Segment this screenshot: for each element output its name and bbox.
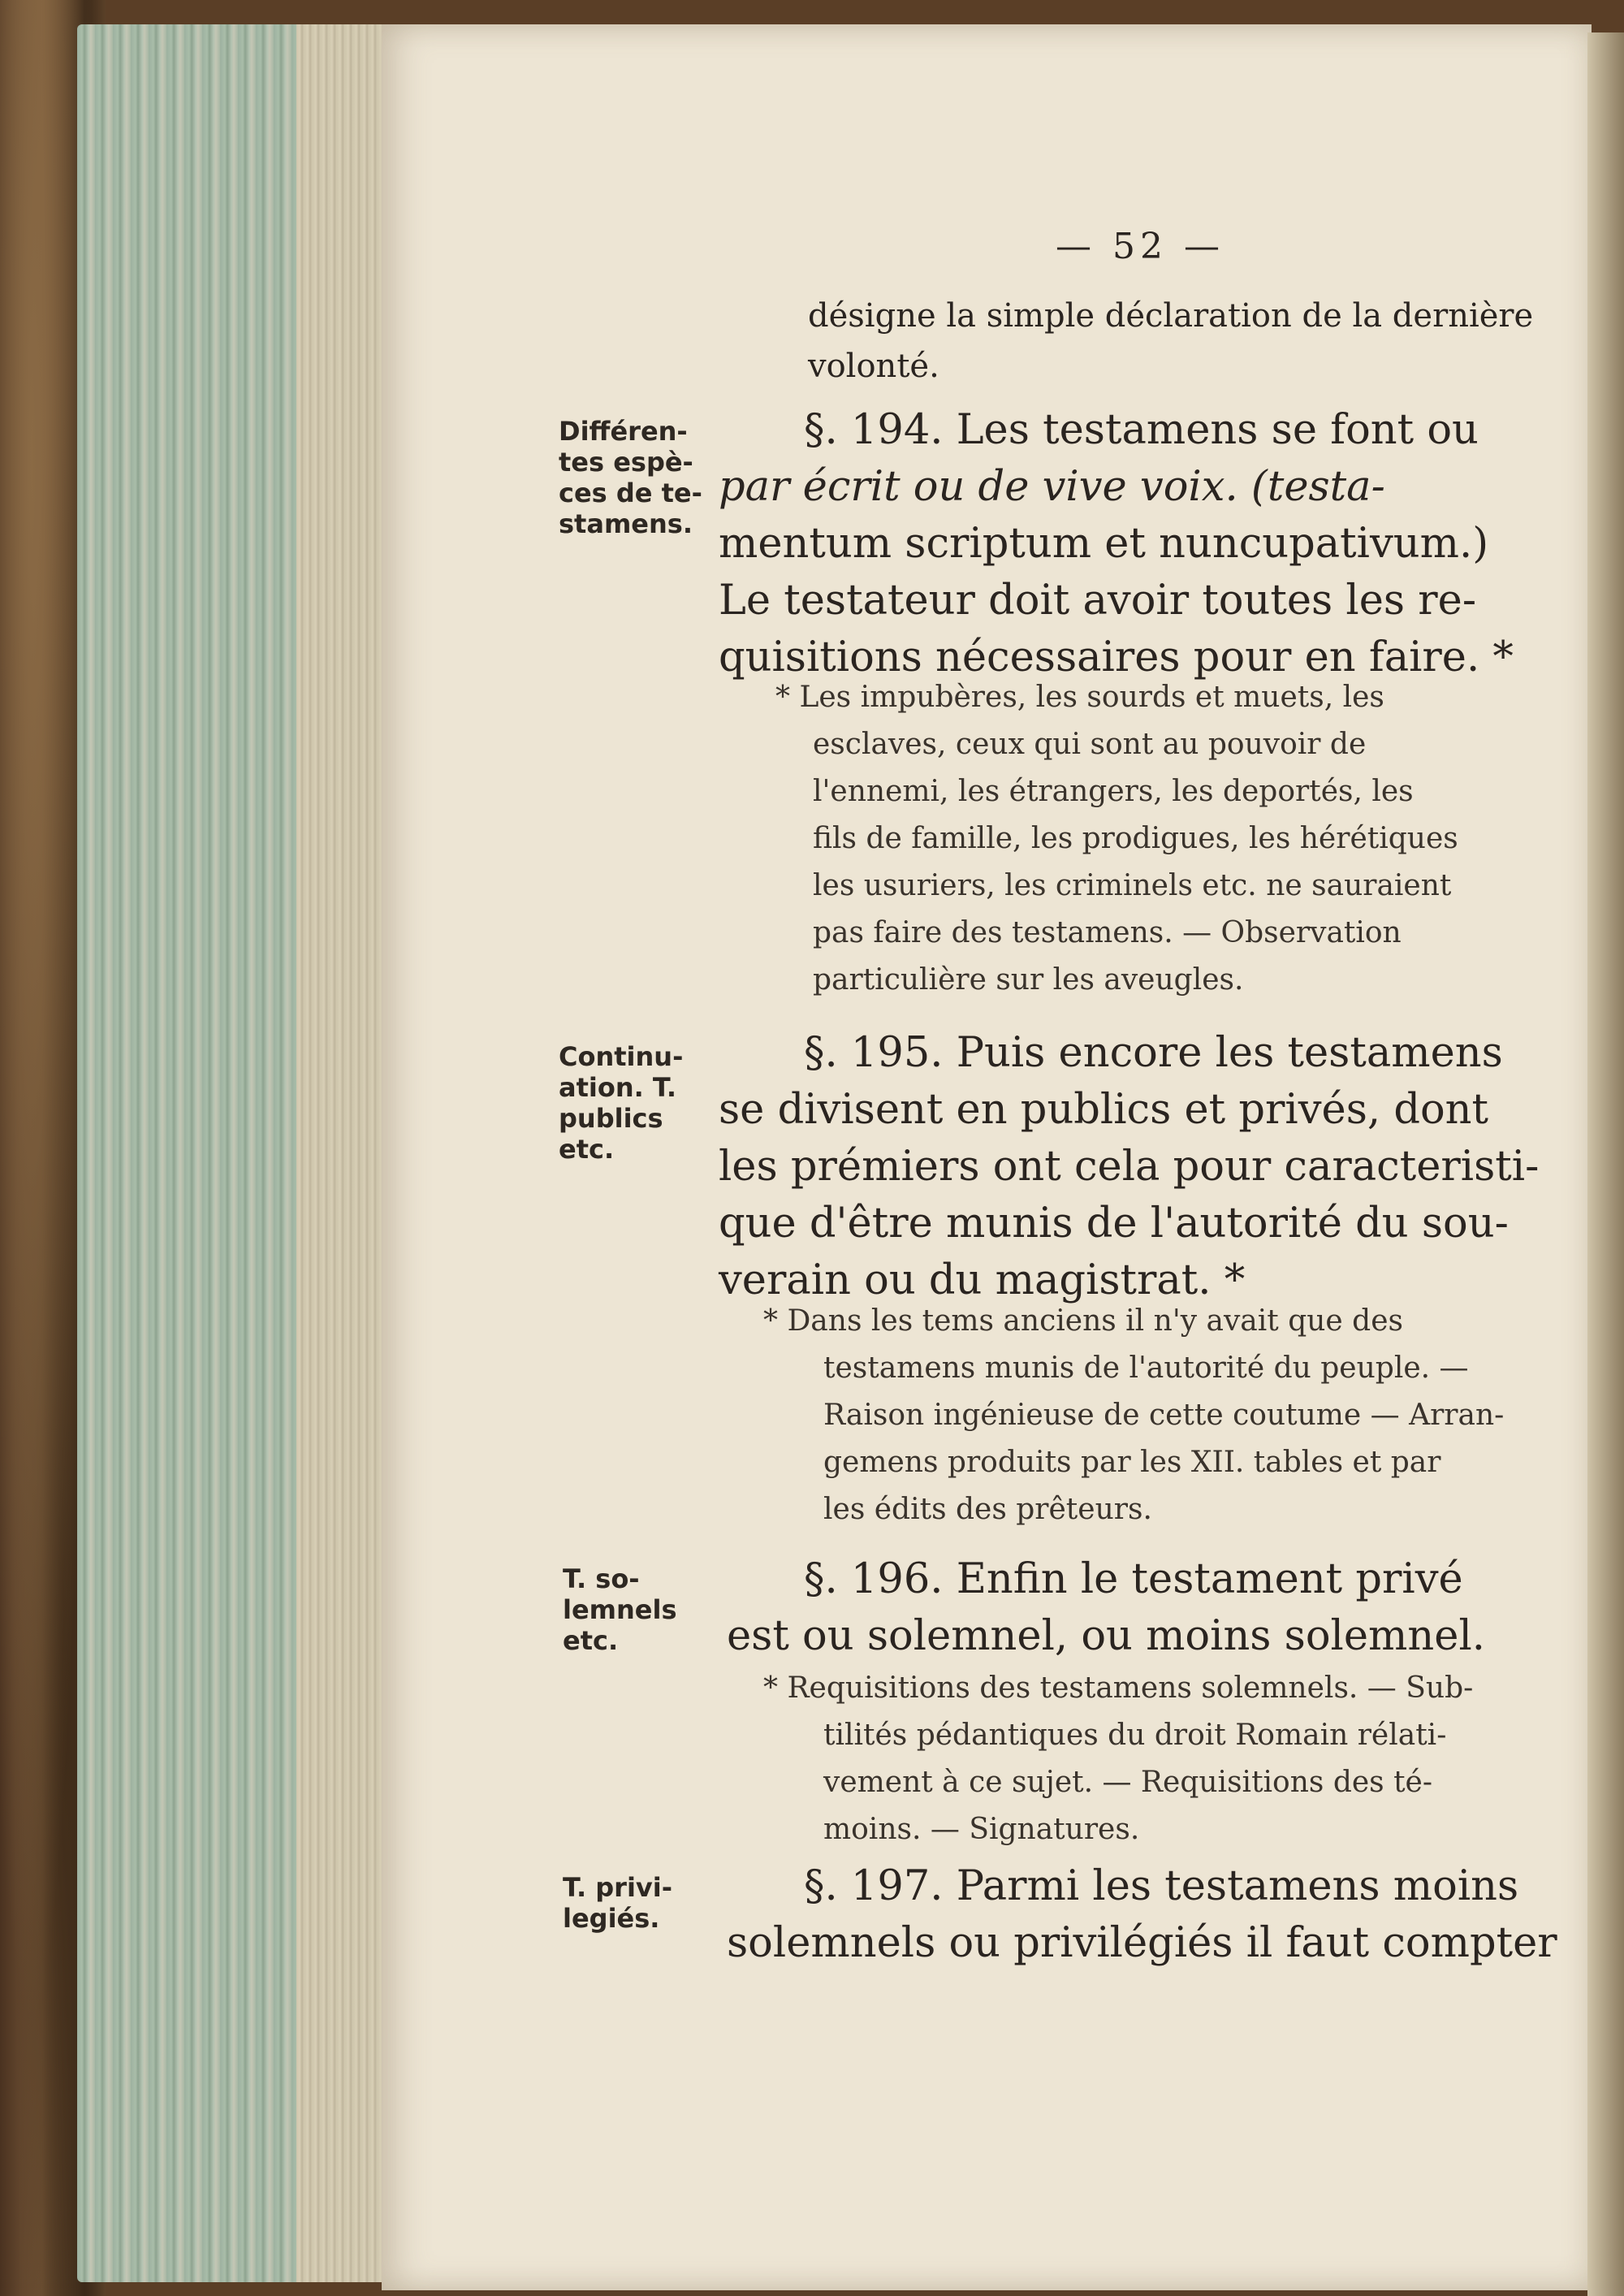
margin-line: publics <box>559 1103 663 1134</box>
note-line: pas faire des testamens. — Observation <box>813 916 1402 949</box>
note-line: esclaves, ceux qui sont au pouvoir de <box>813 728 1367 761</box>
margin-line: etc. <box>559 1134 615 1165</box>
note-line: * Dans les tems anciens il n'y avait que des <box>763 1304 1403 1338</box>
text-line: que d'être munis de l'autorité du sou- <box>719 1200 1509 1247</box>
note-line: fils de famille, les prodigues, les hérétiques <box>813 822 1458 855</box>
text-line: les prémiers ont cela pour caracteristi- <box>719 1143 1540 1191</box>
margin-line: stamens. <box>559 508 693 539</box>
footnote-196 <box>763 1665 1555 1853</box>
text-line: quisitions nécessaires pour en faire. * <box>719 633 1514 681</box>
note-line: testamens munis de l'autorité du peuple. — <box>823 1351 1469 1385</box>
margin-line: etc. <box>563 1625 619 1656</box>
text-line: solemnels ou privilégiés il faut compter <box>727 1919 1557 1967</box>
margin-note <box>563 1872 672 1934</box>
margin-line: T. privi- <box>563 1872 673 1903</box>
margin-line: T. so- <box>563 1563 640 1594</box>
paragraph-195 <box>719 1025 1555 1309</box>
text-line: mentum scriptum et nuncupativum.) <box>719 520 1489 568</box>
note-line: les usuriers, les criminels etc. ne sauraient <box>813 869 1452 902</box>
margin-line: ation. T. <box>559 1072 677 1103</box>
note-line: particulière sur les aveugles. <box>813 963 1244 997</box>
margin-note <box>559 416 702 539</box>
margin-line: tes espè- <box>559 447 693 478</box>
margin-line: lemnels <box>563 1594 677 1625</box>
text-line: se divisent en publics et privés, dont <box>719 1086 1489 1134</box>
text-line: désigne la simple déclaration de la dernière <box>808 297 1534 335</box>
note-line: gemens produits par les XII. tables et par <box>823 1446 1441 1479</box>
note-line: tilités pédantiques du droit Romain rélati- <box>823 1719 1447 1752</box>
note-line: * Les impubères, les sourds et muets, les <box>775 681 1384 714</box>
text-line: volonté. <box>808 348 939 385</box>
note-line: Raison ingénieuse de cette coutume — Arran- <box>823 1399 1505 1432</box>
note-line: vement à ce sujet. — Requisitions des té- <box>823 1766 1433 1799</box>
text-line: §. 197. Parmi les testamens moins <box>804 1862 1519 1910</box>
margin-line: Différen- <box>559 416 688 447</box>
note-line: les édits des prêteurs. <box>823 1493 1152 1526</box>
text-line: par écrit ou de vive voix. (testa- <box>719 463 1385 511</box>
paragraph-197 <box>727 1858 1555 1972</box>
margin-line: Continu- <box>559 1041 684 1072</box>
text-line: est ou solemnel, ou moins solemnel. <box>727 1612 1485 1660</box>
text-line: §. 196. Enfin le testament privé <box>804 1555 1463 1603</box>
paragraph-194 <box>719 402 1555 686</box>
margin-line: ces de te- <box>559 478 702 508</box>
page-number: — 52 — <box>1056 226 1224 267</box>
text-line: §. 195. Puis encore les testamens <box>804 1029 1503 1077</box>
paragraph-continuation <box>808 291 1555 391</box>
text-line: verain ou du magistrat. * <box>719 1256 1246 1304</box>
margin-note <box>559 1041 683 1165</box>
page-edges <box>77 24 386 2282</box>
note-line: l'ennemi, les étrangers, les deportés, les <box>813 775 1414 808</box>
text-line: §. 194. Les testamens se font ou <box>804 406 1479 454</box>
paragraph-196 <box>727 1551 1555 1665</box>
margin-line: legiés. <box>563 1903 660 1934</box>
book-gutter <box>1587 32 1624 2296</box>
note-line: moins. — Signatures. <box>823 1813 1140 1846</box>
footnote-194 <box>775 674 1555 1004</box>
margin-note <box>563 1563 677 1656</box>
note-line: * Requisitions des testamens solemnels. — Sub- <box>763 1671 1474 1705</box>
footnote-195 <box>763 1298 1555 1533</box>
text-line: Le testateur doit avoir toutes les re- <box>719 577 1477 625</box>
